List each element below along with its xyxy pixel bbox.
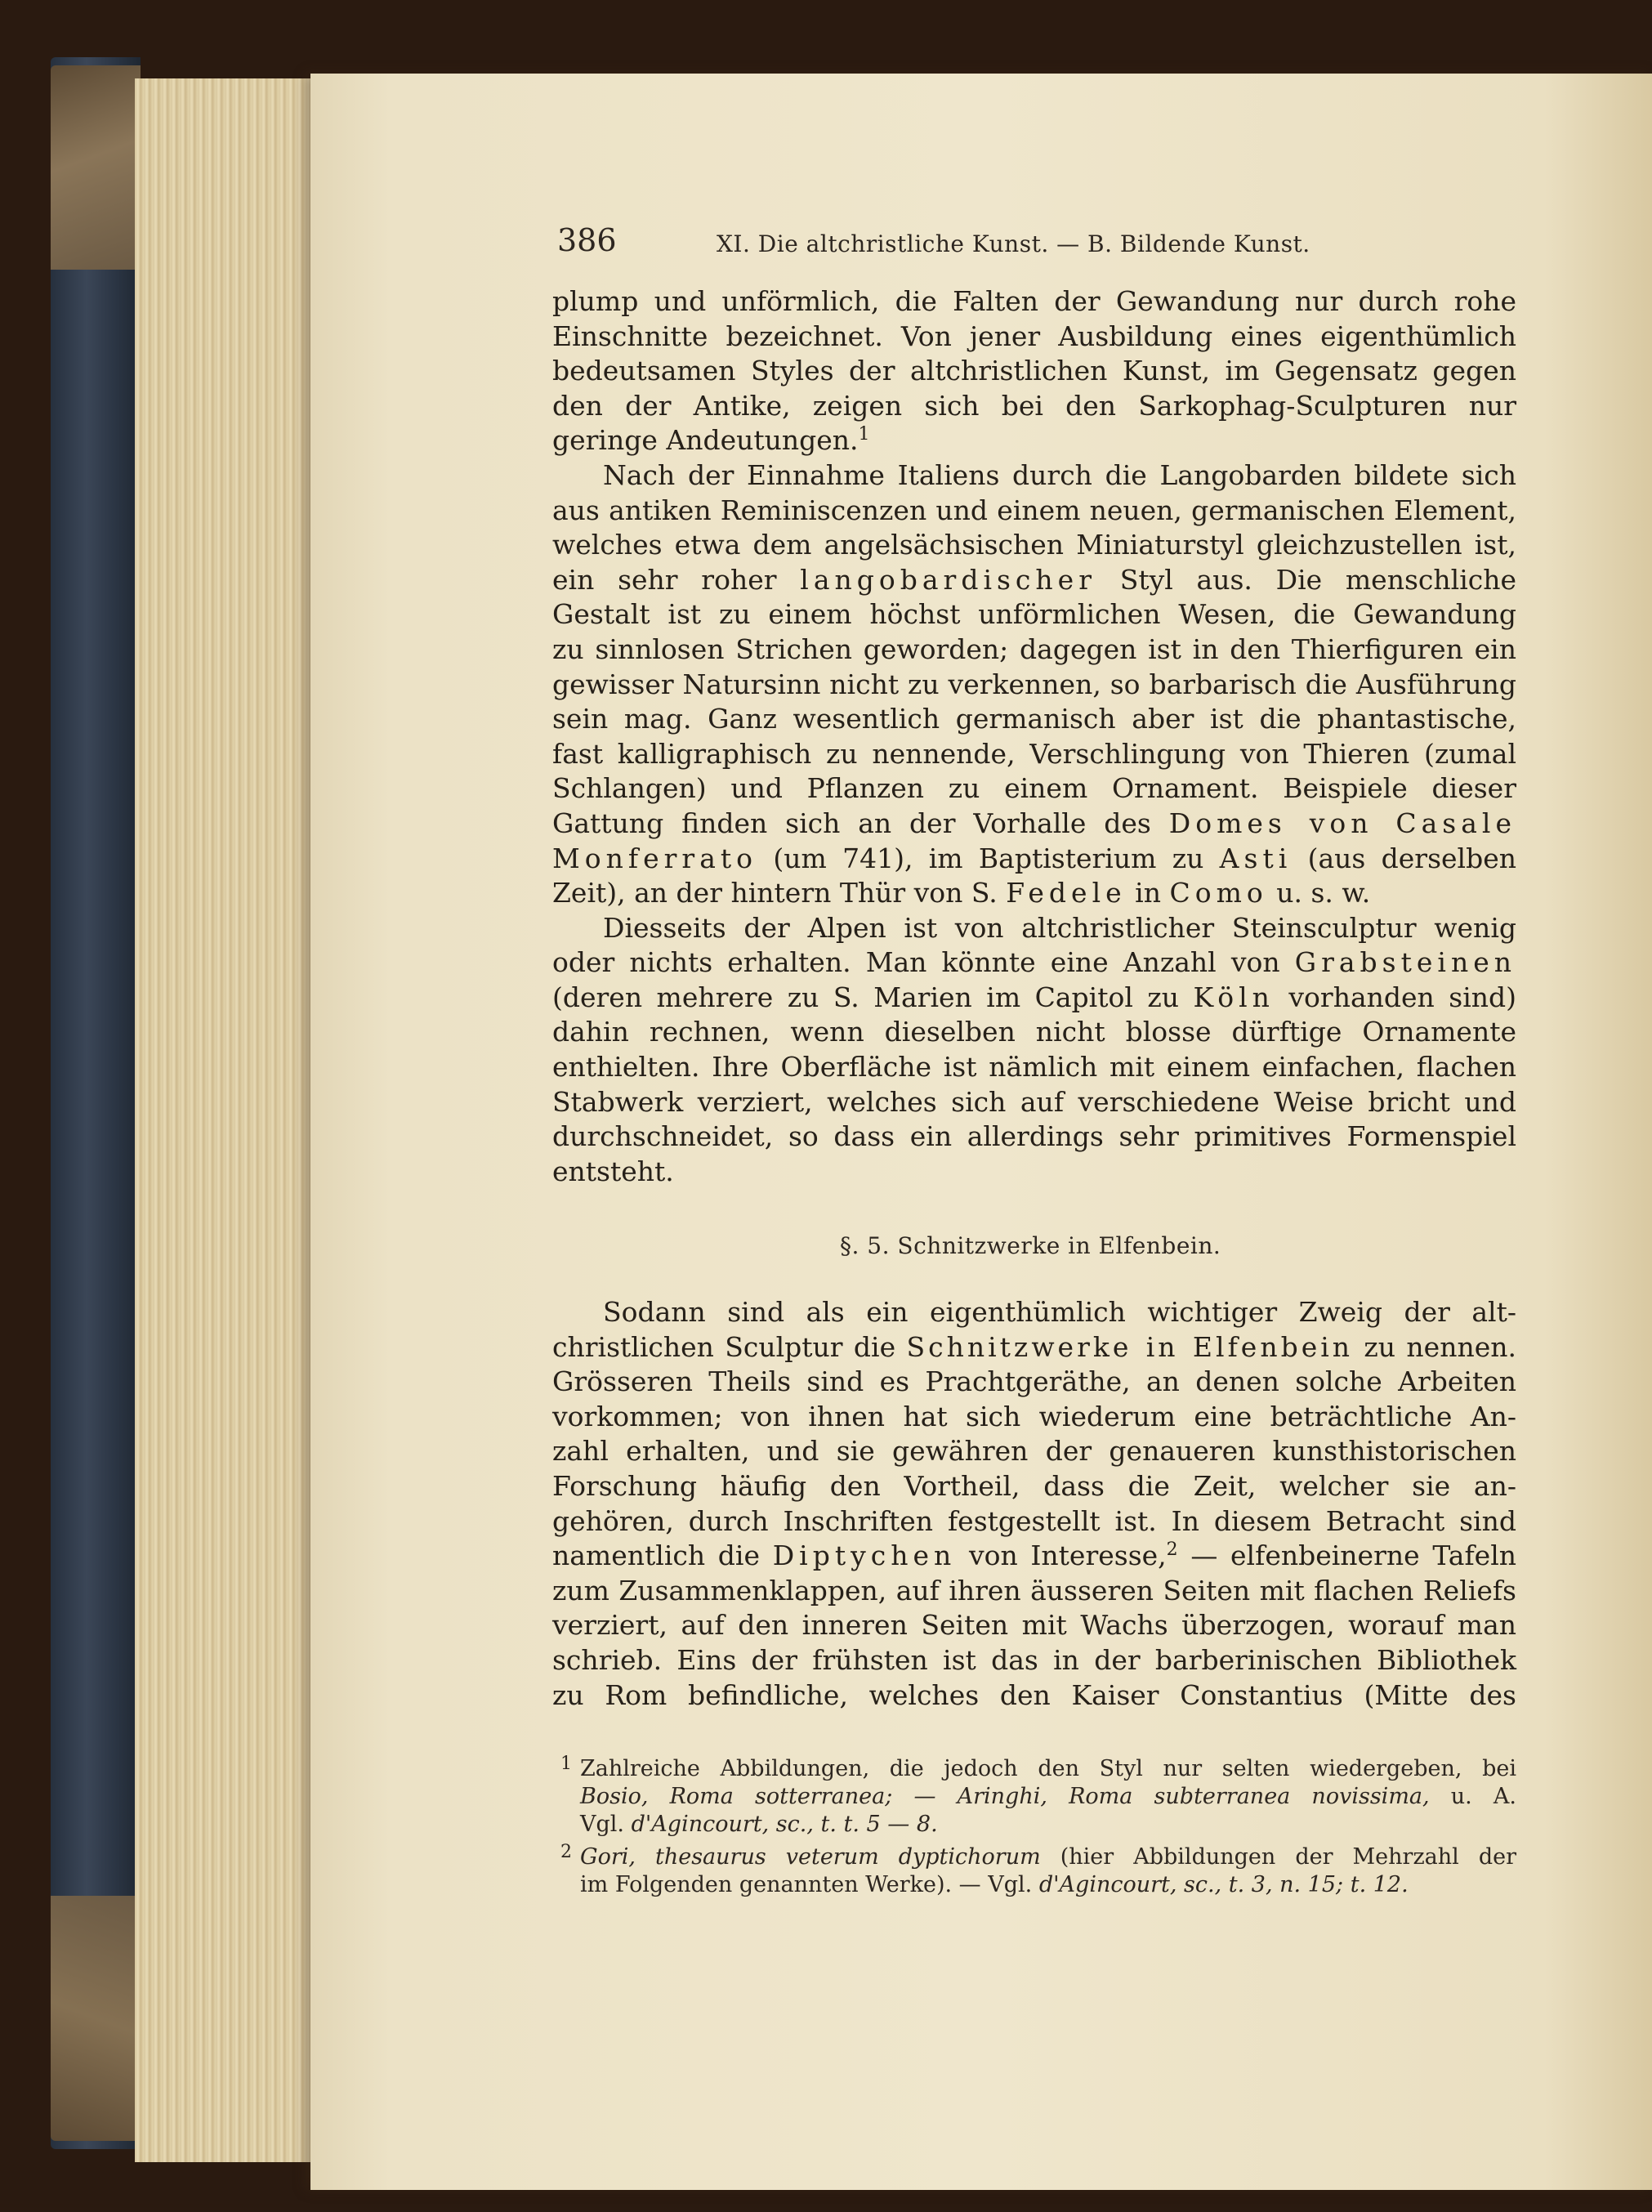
text-line: verziert, auf den inneren Seiten mit Wachs überzogen, worauf man: [552, 1609, 1516, 1642]
text-line: gehören, durch Inschriften festgestellt ist. In diesem Betracht sind: [552, 1504, 1516, 1537]
text-line: Zeit), an der hintern Thür von S. Fedele in Como u. s. w.: [552, 877, 1371, 909]
text-line: enthielten. Ihre Oberfläche ist nämlich mit einem einfachen, flachen: [552, 1051, 1516, 1084]
text-line: fast kalligraphisch zu nennende, Verschlingung von Thieren (zumal: [552, 737, 1516, 770]
text-line: Stabwerk verziert, welches sich auf verschiedene Weise bricht und: [552, 1085, 1516, 1118]
body-text-lower: [552, 1295, 1516, 1713]
footnote-line: Zahlreiche Abbildungen, die jedoch den Styl nur selten wiedergeben, bei: [580, 1756, 1516, 1781]
text-line: geringe Andeutungen.$^1$: [552, 424, 870, 457]
text-line: zu sinnlosen Strichen geworden; dagegen ist in den Thierfiguren ein: [552, 632, 1516, 665]
text-line: durchschneidet, so dass ein allerdings sehr primitives Formenspiel: [552, 1120, 1516, 1153]
footnote-line: Gori, thesaurus veterum dyptichorum (hier Abbildungen der Mehrzahl der: [580, 1844, 1516, 1870]
text-line: bedeutsamen Styles der altchristlichen Kunst, im Gegensatz gegen: [552, 355, 1516, 387]
page-edges: [135, 78, 319, 2162]
text-line: Monferrato (um 741), im Baptisterium zu Asti (aus derselben: [552, 842, 1517, 874]
footnote-line: Bosio, Roma sotterranea; — Aringhi, Roma subterranea novissima, u. A.: [580, 1784, 1516, 1809]
spaced-term: langobardischer: [800, 563, 1096, 596]
text-line: Nach der Einnahme Italiens durch die Langobarden bildete sich: [603, 458, 1516, 491]
page-number: 386: [557, 222, 617, 258]
spaced-term: Asti: [1219, 842, 1293, 874]
text-line: oder nichts erhalten. Man könnte eine Anzahl von Grabsteinen: [552, 946, 1516, 979]
spaced-term: Schnitzwerke in Elfenbein: [906, 1330, 1354, 1363]
text-line: Forschung häufig den Vortheil, dass die Zeit, welcher sie an-: [552, 1469, 1516, 1502]
text-line: zum Zusammenklappen, auf ihren äusseren Seiten mit flachen Reliefs: [552, 1574, 1516, 1606]
text-line: aus antiken Reminiscenzen und einem neuen, germanischen Element,: [552, 494, 1516, 526]
text-line: sein mag. Ganz wesentlich germanisch aber ist die phantastische,: [552, 703, 1516, 735]
text-line: den der Antike, zeigen sich bei den Sarkophag-Sculpturen nur: [552, 389, 1516, 422]
text-line: ein sehr roher langobardischer Styl aus. Die menschliche: [552, 563, 1517, 596]
footnotes: [552, 1755, 1516, 1899]
text-line: plump und unförmlich, die Falten der Gewandung nur durch rohe: [552, 285, 1516, 317]
text-line: Diesseits der Alpen ist von altchristlicher Steinsculptur wenig: [603, 911, 1516, 944]
cover-corner-top: [51, 65, 141, 270]
cover-corner-bottom: [51, 1896, 141, 2141]
footnote-1: [552, 1755, 1516, 1839]
spaced-term: Fedele: [1006, 877, 1127, 909]
text-line: welches etwa dem angelsächsischen Miniaturstyl gleichzustellen ist,: [552, 529, 1516, 561]
text-line: christlichen Sculptur die Schnitzwerke in Elfenbein zu nennen.: [552, 1330, 1516, 1363]
text-line: vorkommen; von ihnen hat sich wiederum eine beträchtliche An-: [552, 1400, 1516, 1432]
page-header: [557, 222, 1521, 263]
text-line: schrieb. Eins der frühsten ist das in der barberinischen Bibliothek: [552, 1643, 1516, 1676]
spaced-term: Diptychen: [772, 1539, 957, 1572]
text-line: Gattung finden sich an der Vorhalle des Domes von Casale: [552, 807, 1516, 839]
footnote-line: im Folgenden genannten Werke). — Vgl. d'Agincourt, sc., t. 3, n. 15; t. 12.: [580, 1872, 1409, 1897]
footnote-line: Vgl. d'Agincourt, sc., t. t. 5 — 8.: [580, 1812, 938, 1837]
text-line: Gestalt ist zu einem höchst unförmlichen Wesen, die Gewandung: [552, 598, 1516, 631]
text-line: gewisser Natursinn nicht zu verkennen, so barbarisch die Ausführung: [552, 668, 1516, 700]
book-cover: [51, 57, 141, 2149]
text-line: (deren mehrere zu S. Marien im Capitol zu Köln vorhanden sind): [552, 981, 1516, 1013]
spaced-term: Domes von Casale: [1168, 807, 1516, 839]
section-heading: §. 5. Schnitzwerke in Elfenbein.: [840, 1232, 1221, 1259]
text-line: Schlangen) und Pflanzen zu einem Ornament. Beispiele dieser: [552, 772, 1516, 805]
spaced-term: Köln: [1193, 981, 1275, 1013]
text-line: zahl erhalten, und sie gewähren der genaueren kunsthistorischen: [552, 1435, 1516, 1468]
running-title: XI. Die altchristliche Kunst. — B. Bildende Kunst.: [717, 230, 1310, 257]
text-line: Einschnitte bezeichnet. Von jener Ausbildung eines eigenthümlich: [552, 320, 1516, 352]
footnote-2: [552, 1843, 1516, 1899]
body-text-upper: [552, 284, 1516, 1189]
text-line: Grösseren Theils sind es Prachtgeräthe, an denen solche Arbeiten: [552, 1365, 1516, 1398]
spaced-term: Monferrato: [552, 842, 758, 874]
text-line: entsteht.: [552, 1155, 674, 1187]
footnote-mark: 2: [560, 1842, 572, 1862]
text-line: zu Rom befindliche, welches den Kaiser Constantius (Mitte des: [552, 1678, 1516, 1711]
text-line: Sodann sind als ein eigenthümlich wichtiger Zweig der alt-: [603, 1296, 1516, 1328]
spaced-term: Como: [1169, 877, 1268, 909]
footnote-mark: 1: [560, 1754, 572, 1774]
footnote-ref-1[interactable]: 1: [858, 424, 870, 445]
footnote-ref-2[interactable]: 2: [1166, 1539, 1178, 1561]
text-line: dahin rechnen, wenn dieselben nicht blosse dürftige Ornamente: [552, 1016, 1516, 1048]
spaced-term: Grabsteinen: [1294, 946, 1516, 979]
text-line: namentlich die Diptychen von Interesse,$^2$ — elfenbeinerne Tafeln: [552, 1539, 1516, 1572]
